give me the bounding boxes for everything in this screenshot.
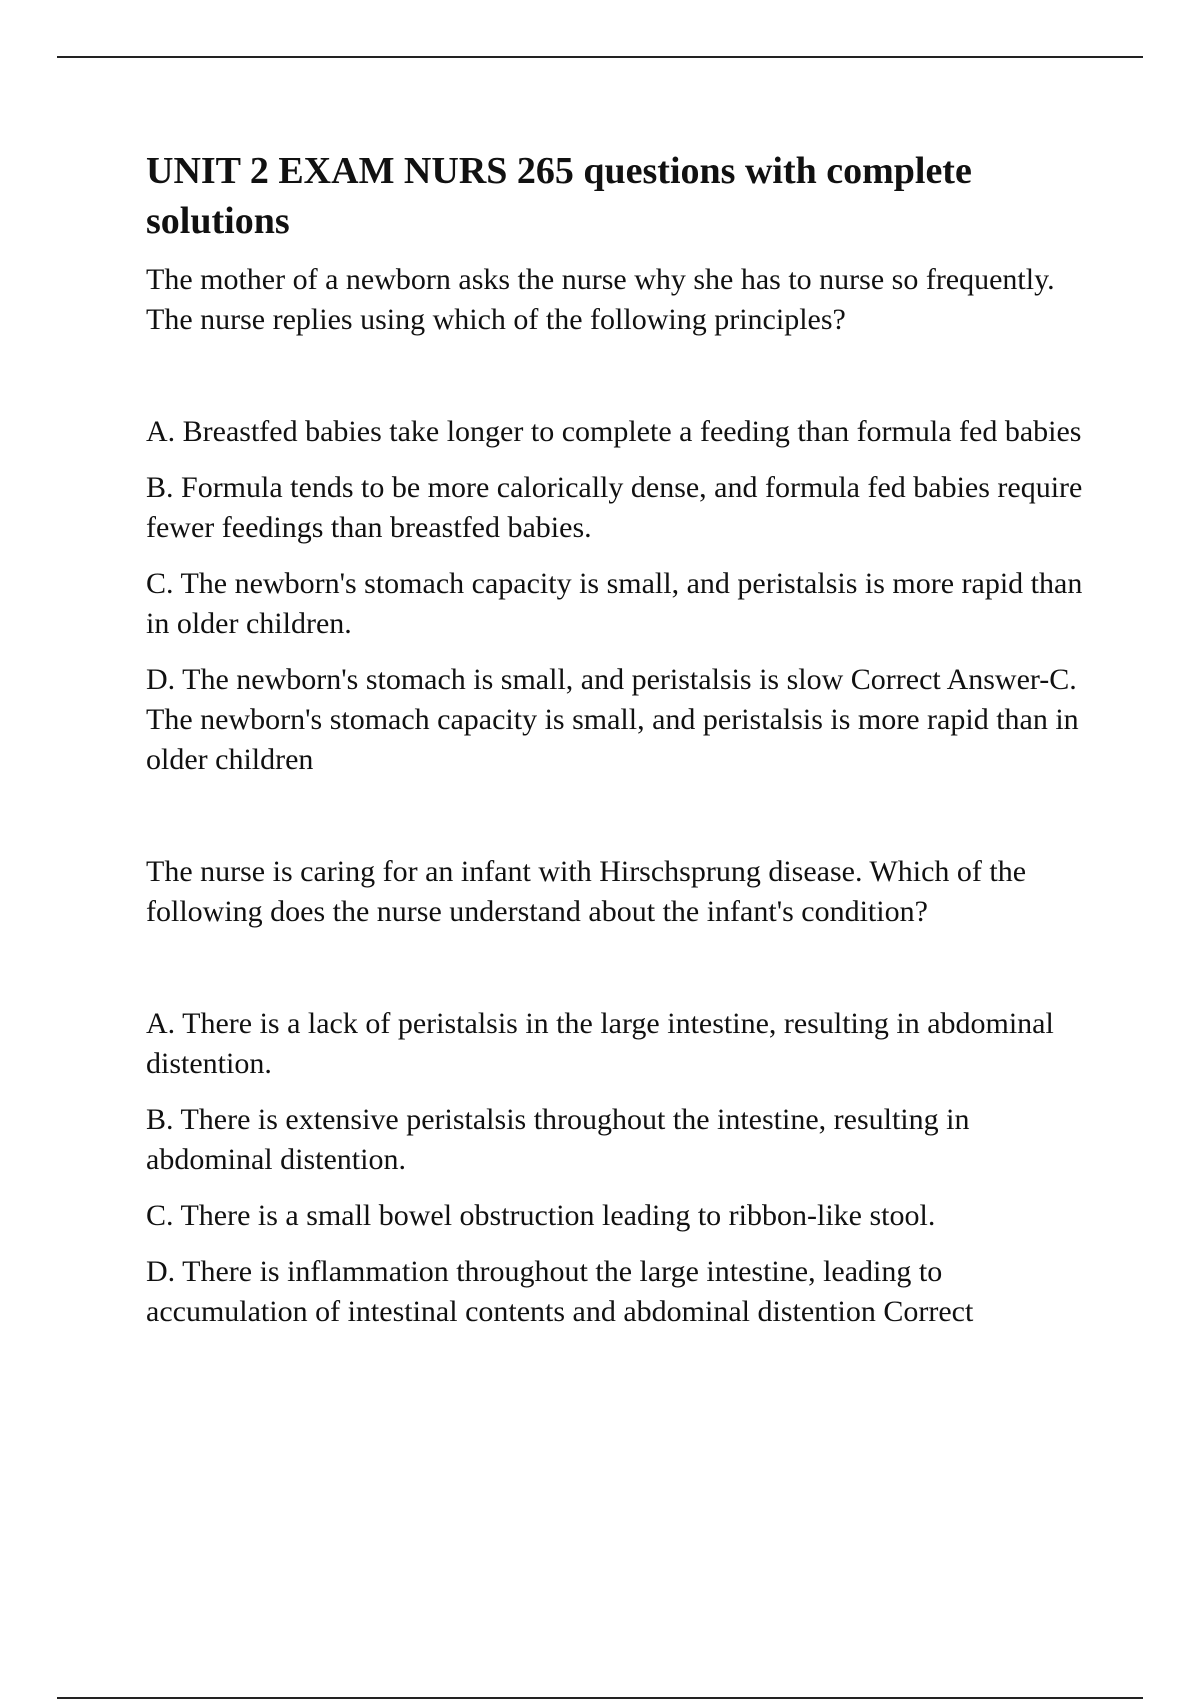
question-block-2 <box>146 852 1086 1332</box>
question-1-prompt: The mother of a newborn asks the nurse why she has to nurse so frequently. The nurse replies using which of the following principles? <box>146 263 1055 336</box>
document-body <box>146 146 1086 1348</box>
bottom-divider <box>57 1697 1143 1699</box>
question-2-option-d: D. There is inflammation throughout the large intestine, leading to accumulation of intestinal contents and abdominal distention Correct <box>146 1255 974 1328</box>
top-divider <box>57 56 1143 58</box>
question-1-option-c: C. The newborn's stomach capacity is small, and peristalsis is more rapid than in older children. <box>146 567 1083 640</box>
document-title: UNIT 2 EXAM NURS 265 questions with complete solutions <box>146 150 972 242</box>
question-2-option-c: C. There is a small bowel obstruction leading to ribbon-like stool. <box>146 1199 936 1232</box>
question-block-1 <box>146 260 1086 780</box>
question-1-option-a: A. Breastfed babies take longer to complete a feeding than formula fed babies <box>146 415 1082 448</box>
question-1-option-d: D. The newborn's stomach is small, and peristalsis is slow Correct Answer-C. The newborn's stomach capacity is small, and peristalsis is more rapid than in older children <box>146 663 1079 776</box>
question-2-option-a: A. There is a lack of peristalsis in the large intestine, resulting in abdominal distention. <box>146 1007 1054 1080</box>
question-2-option-b: B. There is extensive peristalsis throughout the intestine, resulting in abdominal distention. <box>146 1103 970 1176</box>
question-2-prompt: The nurse is caring for an infant with Hirschsprung disease. Which of the following does the nurse understand about the infant's condition? <box>146 855 1027 928</box>
question-1-option-b: B. Formula tends to be more calorically dense, and formula fed babies require fewer feedings than breastfed babies. <box>146 471 1083 544</box>
